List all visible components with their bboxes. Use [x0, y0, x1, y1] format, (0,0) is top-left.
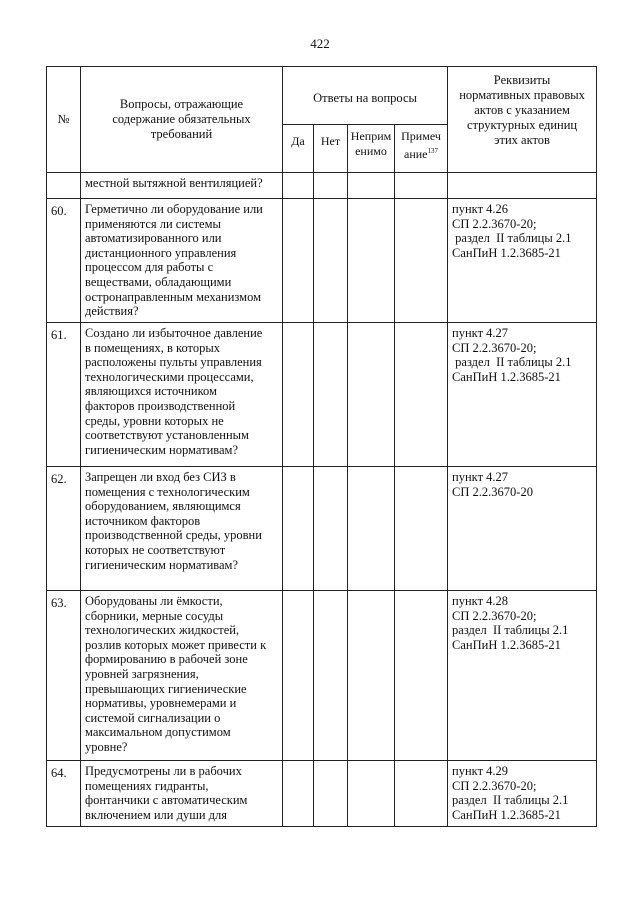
column-header-questions	[81, 67, 283, 173]
answer-not-applicable-cell[interactable]	[348, 591, 395, 761]
answer-no-cell[interactable]	[314, 761, 348, 827]
table-row	[47, 761, 597, 827]
text-line: факторов производственной	[85, 398, 236, 413]
text-line: являющихся источником	[85, 384, 217, 399]
requisites-text	[448, 467, 597, 591]
text-line: требований	[150, 127, 213, 141]
text-line: Создано ли избыточное давление	[85, 326, 263, 340]
answer-note-cell[interactable]	[395, 199, 448, 323]
text-line: СанПиН 1.2.3685-21	[452, 245, 561, 260]
answer-no-cell[interactable]	[314, 591, 348, 761]
text-line: процессом для работы с	[85, 260, 214, 275]
note-header-line2: ание	[404, 147, 428, 161]
row-number: 60.	[47, 199, 81, 323]
row-number: 62.	[47, 467, 81, 591]
text-line: раздел II таблицы 2.1	[452, 793, 569, 808]
text-line: фонтанчики с автоматическим	[85, 793, 248, 808]
text-line: помещениях гидранты,	[85, 778, 209, 793]
requisites-text	[448, 173, 597, 199]
text-line: максимальном допустимом	[85, 725, 231, 740]
row-number: 64.	[47, 761, 81, 827]
text-line: остронаправленным механизмом	[85, 289, 262, 304]
question-text	[81, 591, 283, 761]
column-header-yes: Да	[283, 125, 314, 173]
text-line: Реквизиты	[493, 73, 551, 87]
text-line: включением или души для	[85, 807, 228, 822]
table-row	[47, 591, 597, 761]
text-line: среды, уровни которых не	[85, 413, 224, 428]
table-row	[47, 323, 597, 467]
text-line: применяются ли системы	[85, 216, 221, 231]
table-row	[47, 173, 597, 199]
text-line: Оборудованы ли ёмкости,	[85, 594, 223, 608]
text-line: местной вытяжной вентиляцией?	[85, 176, 263, 190]
answer-no-cell[interactable]	[314, 173, 348, 199]
column-header-note	[395, 125, 448, 173]
answer-no-cell[interactable]	[314, 323, 348, 467]
column-header-answers: Ответы на вопросы	[283, 67, 448, 125]
text-line: источником факторов	[85, 513, 201, 528]
text-line: системой сигнализации о	[85, 710, 221, 725]
text-line: сборники, мерные сосуды	[85, 608, 224, 623]
text-line: технологических жидкостей,	[85, 623, 240, 638]
text-line: актов с указанием	[474, 103, 570, 117]
text-line: енимо	[355, 144, 387, 158]
column-header-not-applicable	[348, 125, 395, 173]
table-row	[47, 467, 597, 591]
question-text	[81, 323, 283, 467]
text-line: формированию в рабочей зоне	[85, 652, 248, 667]
text-line: нормативы, уровнемерами и	[85, 696, 237, 711]
column-header-number: №	[47, 67, 81, 173]
question-text	[81, 199, 283, 323]
text-line: розлив которых может привести к	[85, 637, 267, 652]
text-line: пункт 4.28	[452, 594, 509, 608]
question-text	[81, 761, 283, 827]
row-number: 63.	[47, 591, 81, 761]
text-line: СП 2.2.3670-20;	[452, 778, 537, 793]
answer-not-applicable-cell[interactable]	[348, 199, 395, 323]
text-line: которых не соответствуют	[85, 542, 226, 557]
answer-note-cell[interactable]	[395, 467, 448, 591]
text-line: пункт 4.27	[452, 326, 509, 340]
answer-no-cell[interactable]	[314, 199, 348, 323]
text-line: СанПиН 1.2.3685-21	[452, 637, 561, 652]
text-line: превышающих гигиенические	[85, 681, 247, 696]
text-line: Вопросы, отражающие	[119, 97, 244, 111]
text-line: Запрещен ли вход без СИЗ в	[85, 470, 236, 484]
text-line: раздел II таблицы 2.1	[452, 231, 572, 246]
answer-note-cell[interactable]	[395, 761, 448, 827]
requisites-text	[448, 591, 597, 761]
text-line: автоматизированного или	[85, 231, 222, 246]
answer-yes-cell[interactable]	[283, 323, 314, 467]
row-number	[47, 173, 81, 199]
answer-yes-cell[interactable]	[283, 467, 314, 591]
answer-not-applicable-cell[interactable]	[348, 173, 395, 199]
answer-no-cell[interactable]	[314, 467, 348, 591]
column-header-requisites	[448, 67, 597, 173]
text-line: нормативных правовых	[459, 88, 585, 102]
text-line: СП 2.2.3670-20;	[452, 216, 537, 231]
text-line: СП 2.2.3670-20;	[452, 608, 537, 623]
answer-yes-cell[interactable]	[283, 173, 314, 199]
answer-not-applicable-cell[interactable]	[348, 323, 395, 467]
answer-note-cell[interactable]	[395, 591, 448, 761]
row-number: 61.	[47, 323, 81, 467]
note-header-line1: Примеч	[401, 129, 441, 143]
footnote-mark: 137	[427, 147, 439, 155]
text-line: Герметично ли оборудование или	[85, 202, 263, 216]
text-line: СанПиН 1.2.3685-21	[452, 807, 561, 822]
text-line: раздел II таблицы 2.1	[452, 623, 569, 638]
text-line: гигиеническим нормативам?	[85, 557, 238, 572]
text-line: уровне?	[85, 739, 128, 754]
text-line: содержание обязательных	[112, 112, 251, 126]
text-line: производственной среды, уровни	[85, 528, 262, 543]
text-line: технологическими процессами,	[85, 369, 254, 384]
text-line: расположены пульты управления	[85, 355, 262, 370]
text-line: СанПиН 1.2.3685-21	[452, 369, 561, 384]
text-line: этих актов	[494, 133, 550, 147]
text-line: Предусмотрены ли в рабочих	[85, 764, 242, 778]
text-line: СП 2.2.3670-20;	[452, 340, 537, 355]
page-number: 422	[310, 36, 330, 51]
answer-yes-cell[interactable]	[283, 199, 314, 323]
text-line: пункт 4.29	[452, 764, 509, 778]
answer-not-applicable-cell[interactable]	[348, 761, 395, 827]
requirements-table	[46, 66, 597, 827]
text-line: веществами, обладающими	[85, 274, 232, 289]
requisites-text	[448, 761, 597, 827]
text-line: структурных единиц	[466, 118, 578, 132]
text-line: пункт 4.26	[452, 202, 509, 216]
answer-yes-cell[interactable]	[283, 761, 314, 827]
text-line: раздел II таблицы 2.1	[452, 355, 572, 370]
text-line: действия?	[85, 304, 139, 319]
question-text	[81, 173, 283, 199]
text-line: Неприм	[350, 129, 392, 143]
text-line: в помещениях, в которых	[85, 340, 220, 355]
question-text	[81, 467, 283, 591]
answer-note-cell[interactable]	[395, 173, 448, 199]
text-line: оборудованием, являющимся	[85, 499, 241, 514]
text-line: пункт 4.27	[452, 470, 509, 484]
text-line: дистанционного управления	[85, 245, 237, 260]
answer-not-applicable-cell[interactable]	[348, 467, 395, 591]
text-line: уровней загрязнения,	[85, 666, 199, 681]
requisites-text	[448, 323, 597, 467]
answer-yes-cell[interactable]	[283, 591, 314, 761]
table-row	[47, 199, 597, 323]
answer-note-cell[interactable]	[395, 323, 448, 467]
text-line: помещения с технологическим	[85, 484, 250, 499]
text-line: СП 2.2.3670-20	[452, 484, 533, 499]
requisites-text	[448, 199, 597, 323]
text-line: гигиеническим нормативам?	[85, 442, 238, 457]
text-line: соответствуют установленным	[85, 428, 249, 443]
column-header-no: Нет	[314, 125, 348, 173]
